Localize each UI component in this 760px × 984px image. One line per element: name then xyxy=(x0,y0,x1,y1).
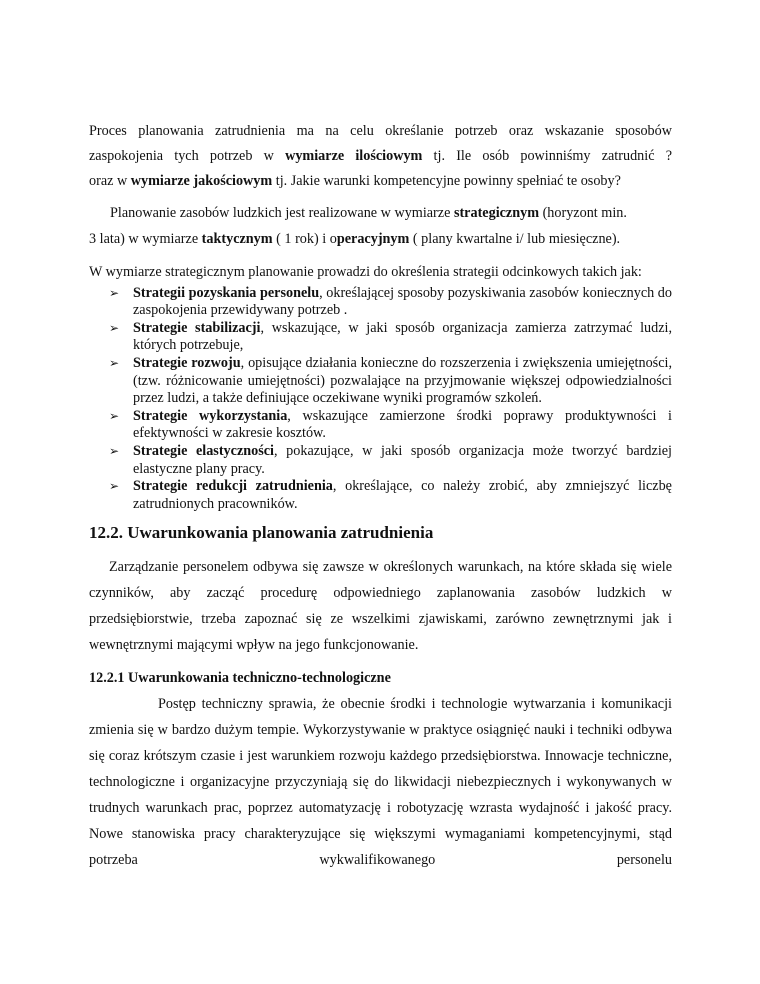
section-heading: 12.2. Uwarunkowania planowania zatrudnienia xyxy=(89,523,434,543)
strategy-list xyxy=(89,285,672,514)
arrow-bullet-icon: ➢ xyxy=(109,285,120,300)
arrow-bullet-icon: ➢ xyxy=(109,355,120,370)
quantitative-dimension: wymiarze ilościowym xyxy=(285,148,423,164)
qualitative-dimension: wymiarze jakościowym xyxy=(130,173,273,189)
section-paragraph: Zarządzanie personelem odbywa się zawsze w określonych warunkach, na które składa się wiele czynników, aby zacząć procedurę odpowiedniego zaplanowania zasobów ludzkich w przedsiębiorstwie, trzeba zapoznać się ze wszelkimi zjawiskami, zarówno zewnętrznymi jak i wewnętrznymi mającymi wpływ na jego funkcjonowanie. xyxy=(89,559,672,654)
list-item: ➢ Strategie wykorzystania, wskazujące zamierzone środki poprawy produktywności i efektywności w zakresie kosztów. xyxy=(109,407,672,442)
intro-line-1: Proces planowania zatrudnienia ma na celu określanie potrzeb oraz wskazanie sposobów xyxy=(89,123,672,139)
list-item: ➢ Strategie stabilizacji, wskazujące, w jaki sposób organizacja zamierza zatrzymać ludzi, których potrzebuje, xyxy=(109,319,672,354)
document-body xyxy=(89,119,672,873)
intro-paragraph: Proces planowania zatrudnienia ma na celu określanie potrzeb oraz wskazanie sposobów zaspokojenia tych potrzeb w wymiarze ilościowym tj. Ile osób powinniśmy zatrudnić ? oraz w wymiarze jakościowym tj. Jakie warunki kompetencyjne powinny spełniać te osoby? xyxy=(89,123,672,189)
arrow-bullet-icon: ➢ xyxy=(109,408,120,423)
arrow-bullet-icon: ➢ xyxy=(109,443,120,458)
subsection-heading: 12.2.1 Uwarunkowania techniczno-technologiczne xyxy=(89,670,391,687)
list-item: ➢ Strategie elastyczności, pokazujące, w jaki sposób organizacja może tworzyć bardziej elastyczne plany pracy. xyxy=(109,442,672,477)
operational-term: peracyjnym xyxy=(336,231,410,247)
arrow-bullet-icon: ➢ xyxy=(109,320,120,335)
tactical-term: taktycznym xyxy=(201,231,273,247)
list-item: ➢ Strategie redukcji zatrudnienia, określające, co należy zrobić, aby zmniejszyć liczbę zatrudnionych pracowników. xyxy=(109,478,672,512)
arrow-bullet-icon: ➢ xyxy=(109,479,120,494)
strategic-term: strategicznym xyxy=(453,205,540,221)
subsection-paragraph: Postęp techniczny sprawia, że obecnie środki i technologie wytwarzania i komunikacji zmienia się w bardzo dużym tempie. Wykorzystywanie w praktyce osiągnięć nauki i techniki odbywa się coraz krótszym czasie i jest warunkiem rozwoju każdego przedsiębiorstwa. Innowacje techniczne, technologiczne i organizacyjne przyczyniają się do likwidacji niebezpiecznych i wykonywanych w trudnych warunkach prac, poprzez automatyzację i robotyzację wzrasta wydajność i jakość pracy. Nowe stanowiska pracy charakteryzujące się większymi wymaganiami kompetencyjnymi, stąd potrzeba wykwalifikowanego personelu xyxy=(89,696,672,869)
list-item: ➢ Strategie rozwoju, opisujące działania konieczne do rozszerzenia i zwiększenia umiejętności, (tzw. różnicowanie umiejętności) pozwalające na przyjmowanie większej odpowiedzialności przez ludzi, a także definiujące oczekiwane wyniki programów szkoleń. xyxy=(109,354,672,407)
list-item: ➢ Strategii pozyskania personelu, określającej sposoby pozyskiwania zasobów koniecznych do zaspokojenia przewidywany potrzeb . xyxy=(109,284,672,319)
strategic-intro: W wymiarze strategicznym planowanie prowadzi do określenia strategii odcinkowych takich jak: xyxy=(89,264,642,280)
planning-paragraph: Planowanie zasobów ludzkich jest realizowane w wymiarze strategicznym (horyzont min. 3 lata) w wymiarze taktycznym ( 1 rok) i operacyjnym ( plany kwartalne i/ lub miesięczne). xyxy=(89,205,627,247)
